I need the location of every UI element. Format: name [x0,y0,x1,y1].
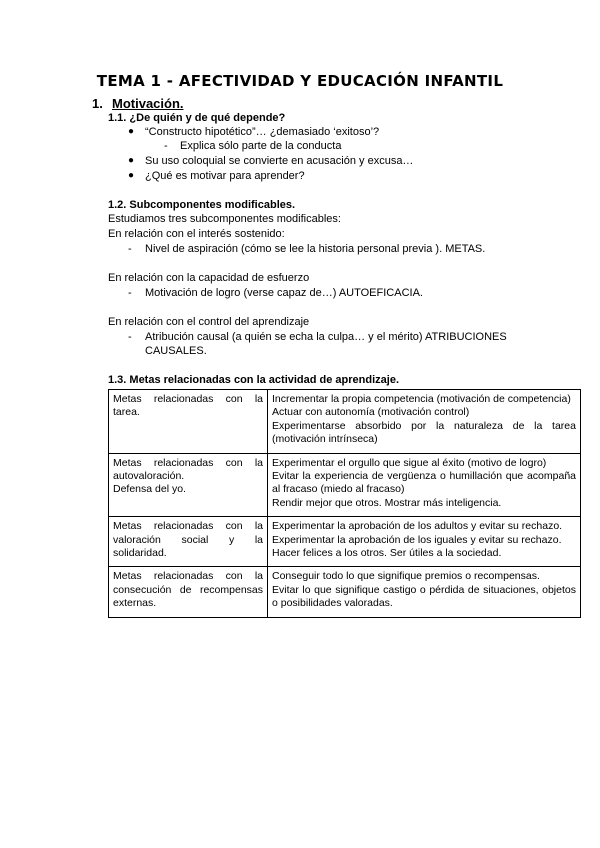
table-row [109,567,581,617]
intro-text: Estudiamos tres subcomponentes modificables: [108,213,341,225]
dash-icon: - [164,140,168,152]
bullet-item: Su uso coloquial se convierte en acusación y excusa… [145,155,414,167]
goal-description-text: Hacer felices a los otros. Ser útiles a la sociedad. [272,547,502,560]
goal-category-text: Metas relacionadas con la consecución de recompensas externas. [113,570,263,610]
page-title: TEMA 1 - AFECTIVIDAD Y EDUCACIÓN INFANTIL [96,72,504,90]
bullet-item: “Constructo hipotético”… ¿demasiado ‘exitoso’? [145,126,380,138]
goal-category-text: Defensa del yo. [113,483,186,496]
goal-description-cell [268,390,581,454]
bullet-icon: ● [128,170,135,181]
goal-category-text: Metas relacionadas con la tarea. [113,393,263,419]
goal-description-text: Evitar la experiencia de vergüenza o humillación que acompaña al fracaso (miedo al fracaso) [272,470,576,496]
dash-icon: - [128,287,132,299]
dash-icon: - [128,331,132,343]
goal-description-text: Evitar lo que signifique castigo o pérdida de situaciones, objetos o posibilidades valoradas. [272,583,576,610]
goal-description-text: Conseguir todo lo que signifique premios o recompensas. [272,570,540,583]
goal-category-cell [109,390,268,454]
group-item: Motivación de logro (verse capaz de…) AUTOEFICACIA. [145,287,423,299]
goal-category-text: Metas relacionadas con la valoración social y la solidaridad. [113,520,263,560]
goal-description-text: Experimentar la aprobación de los adultos y evitar su rechazo. [272,520,563,533]
goal-category-cell [109,453,268,517]
section-1-title: Motivación. [112,96,184,111]
goal-description-text: Actuar con autonomía (motivación control) [272,406,470,419]
bullet-icon: ● [128,155,135,166]
goal-description-text: Rendir mejor que otros. Mostrar más inteligencia. [272,496,502,509]
goal-description-text: Experimentarse absorbido por la naturaleza de la tarea (motivación intrínseca) [272,419,576,446]
section-1-number: 1. [92,96,103,111]
section-1-heading [92,96,184,111]
dash-icon: - [128,243,132,255]
table-row [109,390,581,454]
group-item: Atribución causal (a quién se echa la culpa… y el mérito) ATRIBUCIONES [145,331,507,343]
goal-description-text: Experimentar el orgullo que sigue al éxito (motivo de logro) [272,456,547,469]
goal-description-text: Incrementar la propia competencia (motivación de competencia) [272,393,571,405]
group-item-continuation: CAUSALES. [145,345,207,357]
goal-category-text: Metas relacionadas con la autovaloración. [113,456,263,483]
subsection-1-2-heading: 1.2. Subcomponentes modificables. [108,199,296,211]
goal-category-cell [109,517,268,567]
bullet-icon: ● [128,126,135,137]
goal-description-cell [268,453,581,517]
goal-description-cell [268,517,581,567]
group-label: En relación con la capacidad de esfuerzo [108,272,310,284]
table-row [109,517,581,567]
group-label: En relación con el control del aprendizaje [108,316,310,328]
subsection-1-3-heading: 1.3. Metas relacionadas con la actividad de aprendizaje. [108,374,400,386]
subsection-1-1-heading: 1.1. ¿De quién y de qué depende? [108,112,286,124]
group-label: En relación con el interés sostenido: [108,228,285,240]
bullet-item: ¿Qué es motivar para aprender? [145,170,305,182]
goal-description-cell [268,567,581,617]
sub-item: Explica sólo parte de la conducta [180,140,342,152]
goal-category-cell [109,567,268,617]
goal-description-text: Experimentar la aprobación de los iguales y evitar su rechazo. [272,533,562,546]
goals-table [108,389,581,618]
table-row [109,453,581,517]
group-item: Nivel de aspiración (cómo se lee la historia personal previa ). METAS. [145,243,486,255]
